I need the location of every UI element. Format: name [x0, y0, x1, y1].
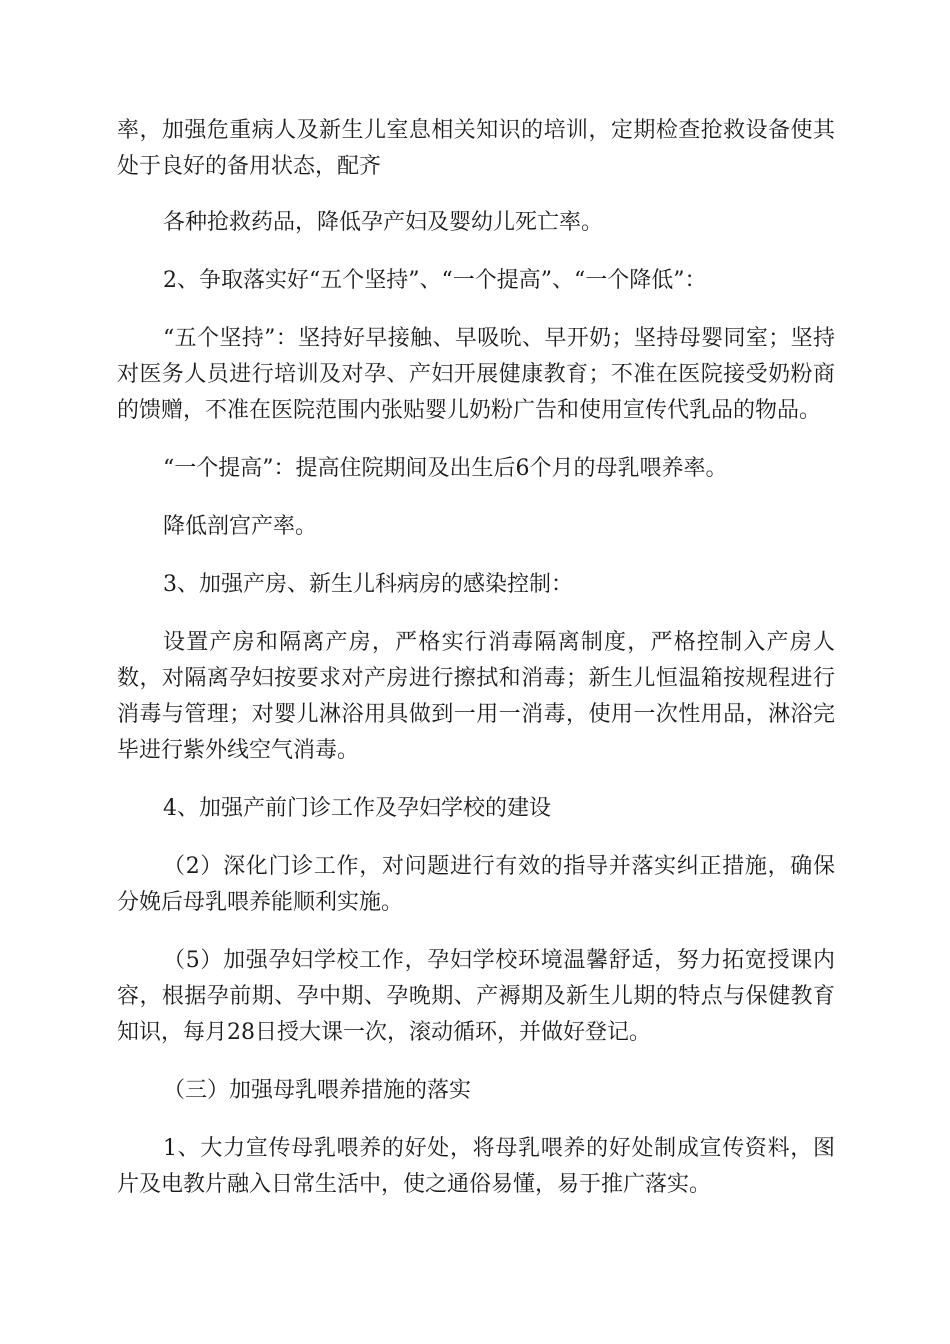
paragraph-3: 2、争取落实好“五个坚持”、“一个提高”、“一个降低”：: [163, 268, 707, 293]
paragraph-10: （2）深化门诊工作，对问题进行有效的指导并落实纠正措施，确保分娩后母乳喂养能顺利实施。: [117, 854, 835, 915]
paragraph-5: “一个提高”：提高住院期间及出生后6个月的母乳喂养率。: [163, 456, 728, 481]
paragraph-6: 降低剖宫产率。: [163, 514, 318, 539]
paragraph-1: 率，加强危重病人及新生儿室息相关知识的培训，定期检查抢救设备使其处于良好的备用状态，配齐: [117, 118, 835, 179]
paragraph-11: （5）加强孕妇学校工作，孕妇学校环境温馨舒适，努力拓宽授课内容，根据孕前期、孕中期、孕晚期、产褥期及新生儿期的特点与保健教育知识，每月28日授大课一次，滚动循环，并做好登记。: [117, 948, 835, 1045]
paragraph-7: 3、加强产房、新生儿科病房的感染控制：: [163, 572, 573, 597]
paragraph-2: 各种抢救药品，降低孕产妇及婴幼儿死亡率。: [163, 210, 604, 235]
paragraph-12: （三）加强母乳喂养措施的落实: [163, 1078, 472, 1103]
paragraph-13: 1、大力宣传母乳喂养的好处，将母乳喂养的好处制成宣传资料，图片及电教片融入日常生活中，使之通俗易懂，易于推广落实。: [117, 1136, 835, 1197]
paragraph-9: 4、加强产前门诊工作及孕妇学校的建设: [163, 796, 551, 821]
paragraph-8: 设置产房和隔离产房，严格实行消毒隔离制度，严格控制入产房人数，对隔离孕妇按要求对产房进行擦拭和消毒；新生儿恒温箱按规程进行消毒与管理；对婴儿淋浴用具做到一用一消毒，使用一次性用品，淋浴完毕进行紫外线空气消毒。: [117, 630, 835, 763]
paragraph-4: “五个坚持”：坚持好早接触、早吸吮、早开奶；坚持母婴同室；坚持对医务人员进行培训及对孕、产妇开展健康教育；不准在医院接受奶粉商的馈赠，不准在医院范围内张贴婴儿奶粉广告和使用宣传代乳品的物品。: [117, 326, 835, 423]
document-body: [117, 113, 835, 1225]
